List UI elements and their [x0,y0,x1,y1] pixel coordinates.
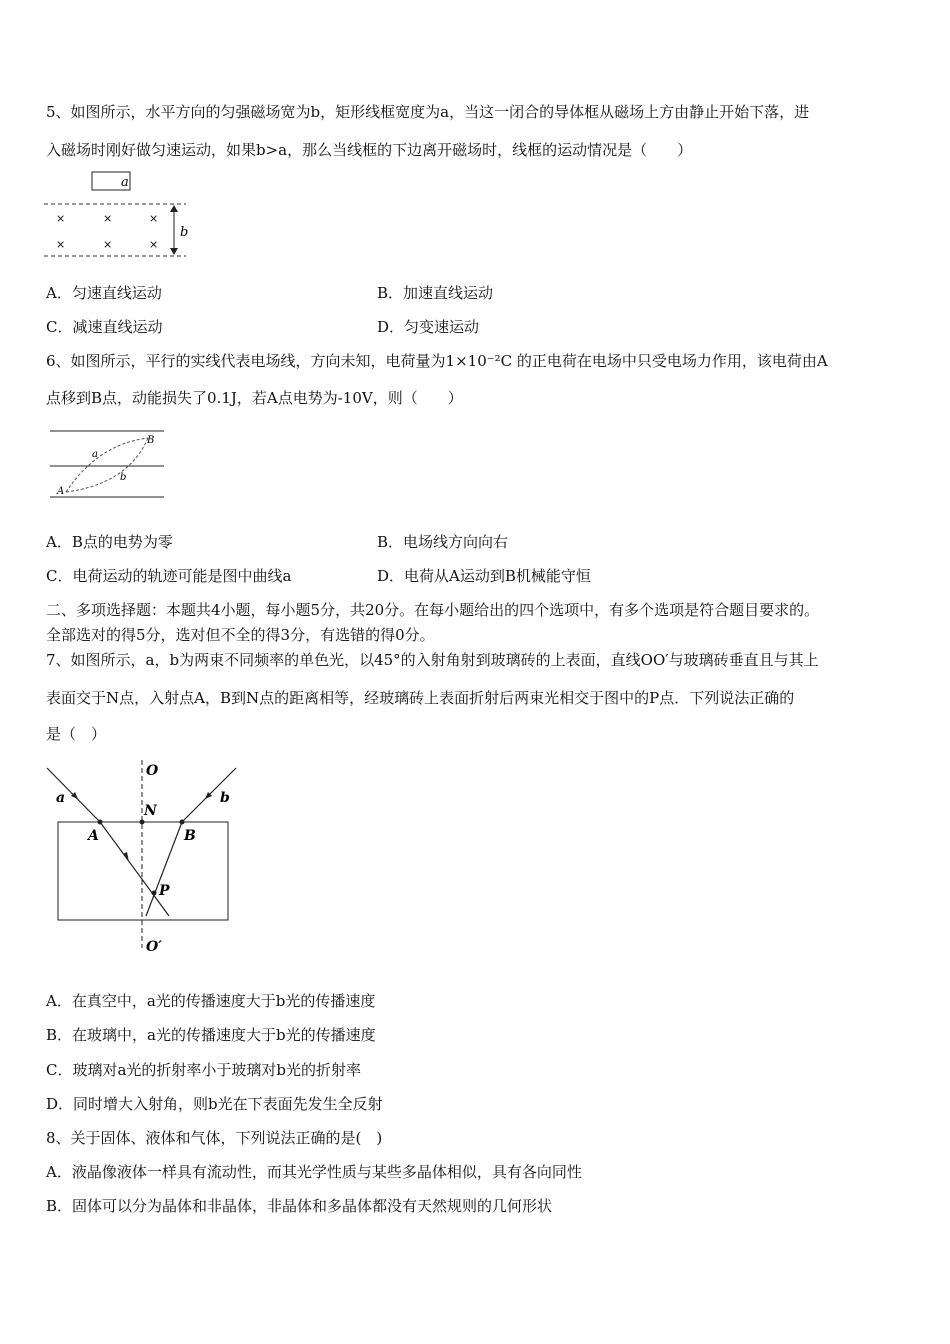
section2-line2: 全部选对的得5分，选对但不全的得3分，有选错的得0分。 [46,626,435,644]
q7-fig-label-O: O [146,763,159,779]
q8-option-a: A．液晶像液体一样具有流动性，而其光学性质与某些多晶体相似，具有各向同性 [46,1163,582,1181]
q5-stem-line1: 5、如图所示，水平方向的匀强磁场宽为b，矩形线框宽度为a，当这一闭合的导体框从磁场上方由静止开始下落，进 [46,103,810,121]
q7-stem-line3: 是（ ） [46,725,107,743]
q7-option-d: D．同时增大入射角，则b光在下表面先发生全反射 [46,1095,383,1113]
q5-option-d: D．匀变速运动 [377,318,480,336]
q7-fig-label-O-prime: O′ [146,939,162,955]
q5-magnetic-field-figure [40,166,200,262]
q5-option-c: C．减速直线运动 [46,318,163,336]
section2-line1: 二、多项选择题：本题共4小题，每小题5分，共20分。在每小题给出的四个选项中，有多个选项是符合题目要求的。 [46,601,820,619]
field-mark: × [56,238,66,251]
q5-fig-label-b: b [180,225,189,240]
q8-stem-line1: 8、关于固体、液体和气体，下列说法正确的是( ) [46,1129,383,1147]
q7-option-a: A．在真空中，a光的传播速度大于b光的传播速度 [46,992,376,1010]
field-mark: × [149,238,159,251]
q6-fig-label-b: b [120,472,127,483]
q7-fig-label-P: P [159,883,170,899]
q7-stem-line1: 7、如图所示，a，b为两束不同频率的单色光，以45°的入射角射到玻璃砖的上表面，直线OO′与玻璃砖垂直且与其上 [46,651,819,669]
q7-fig-label-N: N [144,803,157,819]
q6-stem-line1: 6、如图所示，平行的实线代表电场线，方向未知，电荷量为1×10⁻²C 的正电荷在电场中只受电场力作用，该电荷由A [46,352,828,370]
q7-fig-label-a: a [56,790,66,806]
q5-option-b: B．加速直线运动 [377,284,494,302]
q5-stem-line2: 入磁场时刚好做匀速运动，如果b>a，那么当线框的下边离开磁场时，线框的运动情况是（ ） [46,141,693,159]
field-mark: × [149,212,159,225]
q6-stem-line2: 点移到B点，动能损失了0.1J，若A点电势为-10V，则（ ） [46,389,463,407]
q7-glass-brick-figure [40,758,250,960]
q6-fig-label-a: a [92,449,98,460]
field-mark: × [103,212,113,225]
field-mark: × [56,212,66,225]
q6-option-b: B．电场线方向向右 [377,533,509,551]
q7-option-c: C．玻璃对a光的折射率小于玻璃对b光的折射率 [46,1061,362,1079]
q5-fig-label-a: a [121,175,129,190]
q6-option-a: A．B点的电势为零 [46,533,173,551]
q7-fig-label-B: B [184,828,196,844]
field-mark: × [103,238,113,251]
q7-stem-line2: 表面交于N点，入射点A，B到N点的距离相等，经玻璃砖上表面折射后两束光相交于图中的P点．下列说法正确的 [46,689,795,707]
q7-option-b: B．在玻璃中，a光的传播速度大于b光的传播速度 [46,1026,376,1044]
q5-option-a: A．匀速直线运动 [46,284,162,302]
q6-option-c: C．电荷运动的轨迹可能是图中曲线a [46,567,292,585]
q6-fig-label-A: A [57,486,65,497]
q6-fig-label-B: B [147,435,155,446]
q6-option-d: D．电荷从A运动到B机械能守恒 [377,567,591,585]
q6-electric-field-figure [48,424,168,504]
q7-fig-label-A: A [88,828,99,844]
q7-fig-label-b: b [220,790,230,806]
q8-option-b: B．固体可以分为晶体和非晶体，非晶体和多晶体都没有天然规则的几何形状 [46,1197,553,1215]
